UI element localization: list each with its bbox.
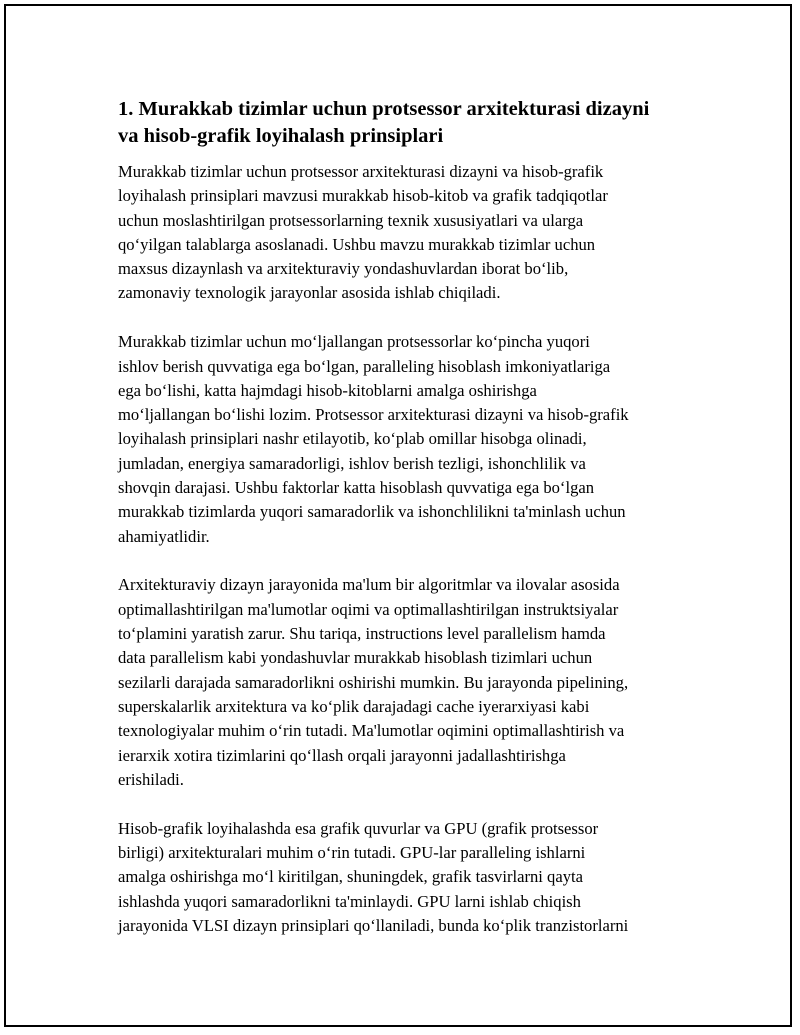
text-line: texnologiyalar muhim oʻrin tutadi. Ma'lumotlar oqimini optimallashtirish va: [118, 721, 625, 741]
text-line: Murakkab tizimlar uchun moʻljallangan protsessorlar koʻpincha yuqori: [118, 332, 590, 352]
text-line: data parallelism kabi yondashuvlar murakkab hisoblash tizimlari uchun: [118, 648, 593, 668]
text-line: toʻplamini yaratish zarur. Shu tariqa, instructions level parallelism hamda: [118, 624, 606, 644]
title-line: 1. Murakkab tizimlar uchun protsessor arxitekturasi dizayni: [118, 98, 650, 120]
text-line: ierarxik xotira tizimlarini qoʻllash orqali jarayonni jadallashtirishga: [118, 745, 566, 765]
text-line: shovqin darajasi. Ushbu faktorlar katta hisoblash quvvatiga ega boʻlgan: [118, 478, 595, 498]
text-line: amalga oshirishga moʻl kiritilgan, shuningdek, grafik tasvirlarni qayta: [118, 867, 583, 887]
text-line: Murakkab tizimlar uchun protsessor arxitekturasi dizayni va hisob-grafik: [118, 162, 604, 181]
document-body: [118, 96, 698, 963]
text-line: birligi) arxitekturalari muhim oʻrin tutadi. GPU-lar paralleling ishlarni: [118, 842, 586, 862]
text-line: jumladan, energiya samaradorligi, ishlov berish tezligi, ishonchlilik va: [118, 453, 586, 473]
text-line: Arxitekturaviy dizayn jarayonida ma'lum bir algoritmlar va ilovalar asosida: [118, 575, 620, 595]
text-line: erishiladi.: [118, 769, 184, 789]
text-line: qoʻyilgan talablarga asoslanadi. Ushbu mavzu murakkab tizimlar uchun: [118, 234, 596, 254]
text-line: ishlashda yuqori samaradorlikni ta'minlaydi. GPU larni ishlab chiqish: [118, 891, 581, 911]
text-line: murakkab tizimlarda yuqori samaradorlik va ishonchlilikni ta'minlash uchun: [118, 502, 626, 522]
text-line: uchun moslashtirilgan protsessorlarning texnik xususiyatlari va ularga: [118, 210, 584, 230]
text-line: zamonaviy texnologik jarayonlar asosida ishlab chiqiladi.: [118, 283, 501, 303]
text-line: loyihalash prinsiplari nashr etilayotib, koʻplab omillar hisobga olinadi,: [118, 429, 587, 449]
paragraph-3: [118, 573, 698, 792]
text-line: loyihalash prinsiplari mavzusi murakkab hisob-kitob va grafik tadqiqotlar: [118, 186, 608, 206]
paragraph-2: [118, 330, 698, 549]
text-line: Hisob-grafik loyihalashda esa grafik quvurlar va GPU (grafik protsessor: [118, 818, 599, 838]
paragraph-4: [118, 817, 698, 938]
text-line: ishlov berish quvvatiga ega boʻlgan, paralleling hisoblash imkoniyatlariga: [118, 356, 611, 376]
text-line: ahamiyatlidir.: [118, 526, 210, 546]
text-line: optimallashtirilgan ma'lumotlar oqimi va optimallashtirilgan instruktsiyalar: [118, 599, 619, 619]
title-line: va hisob-grafik loyihalash prinsiplari: [118, 125, 444, 147]
section-title: [118, 96, 698, 150]
paragraph-1: [118, 160, 698, 306]
text-line: maxsus dizaynlash va arxitekturaviy yondashuvlardan iborat boʻlib,: [118, 259, 569, 279]
text-line: ega boʻlishi, katta hajmdagi hisob-kitoblarni amalga oshirishga: [118, 380, 537, 400]
text-line: superskalarlik arxitektura va koʻplik darajadagi cache iyerarxiyasi kabi: [118, 696, 590, 716]
text-line: sezilarli darajada samaradorlikni oshirishi mumkin. Bu jarayonda pipelining,: [118, 672, 629, 692]
text-line: moʻljallangan boʻlishi lozim. Protsessor arxitekturasi dizayni va hisob-grafik: [118, 405, 629, 425]
text-line: jarayonida VLSI dizayn prinsiplari qoʻllaniladi, bunda koʻplik tranzistorlarni: [118, 915, 629, 935]
